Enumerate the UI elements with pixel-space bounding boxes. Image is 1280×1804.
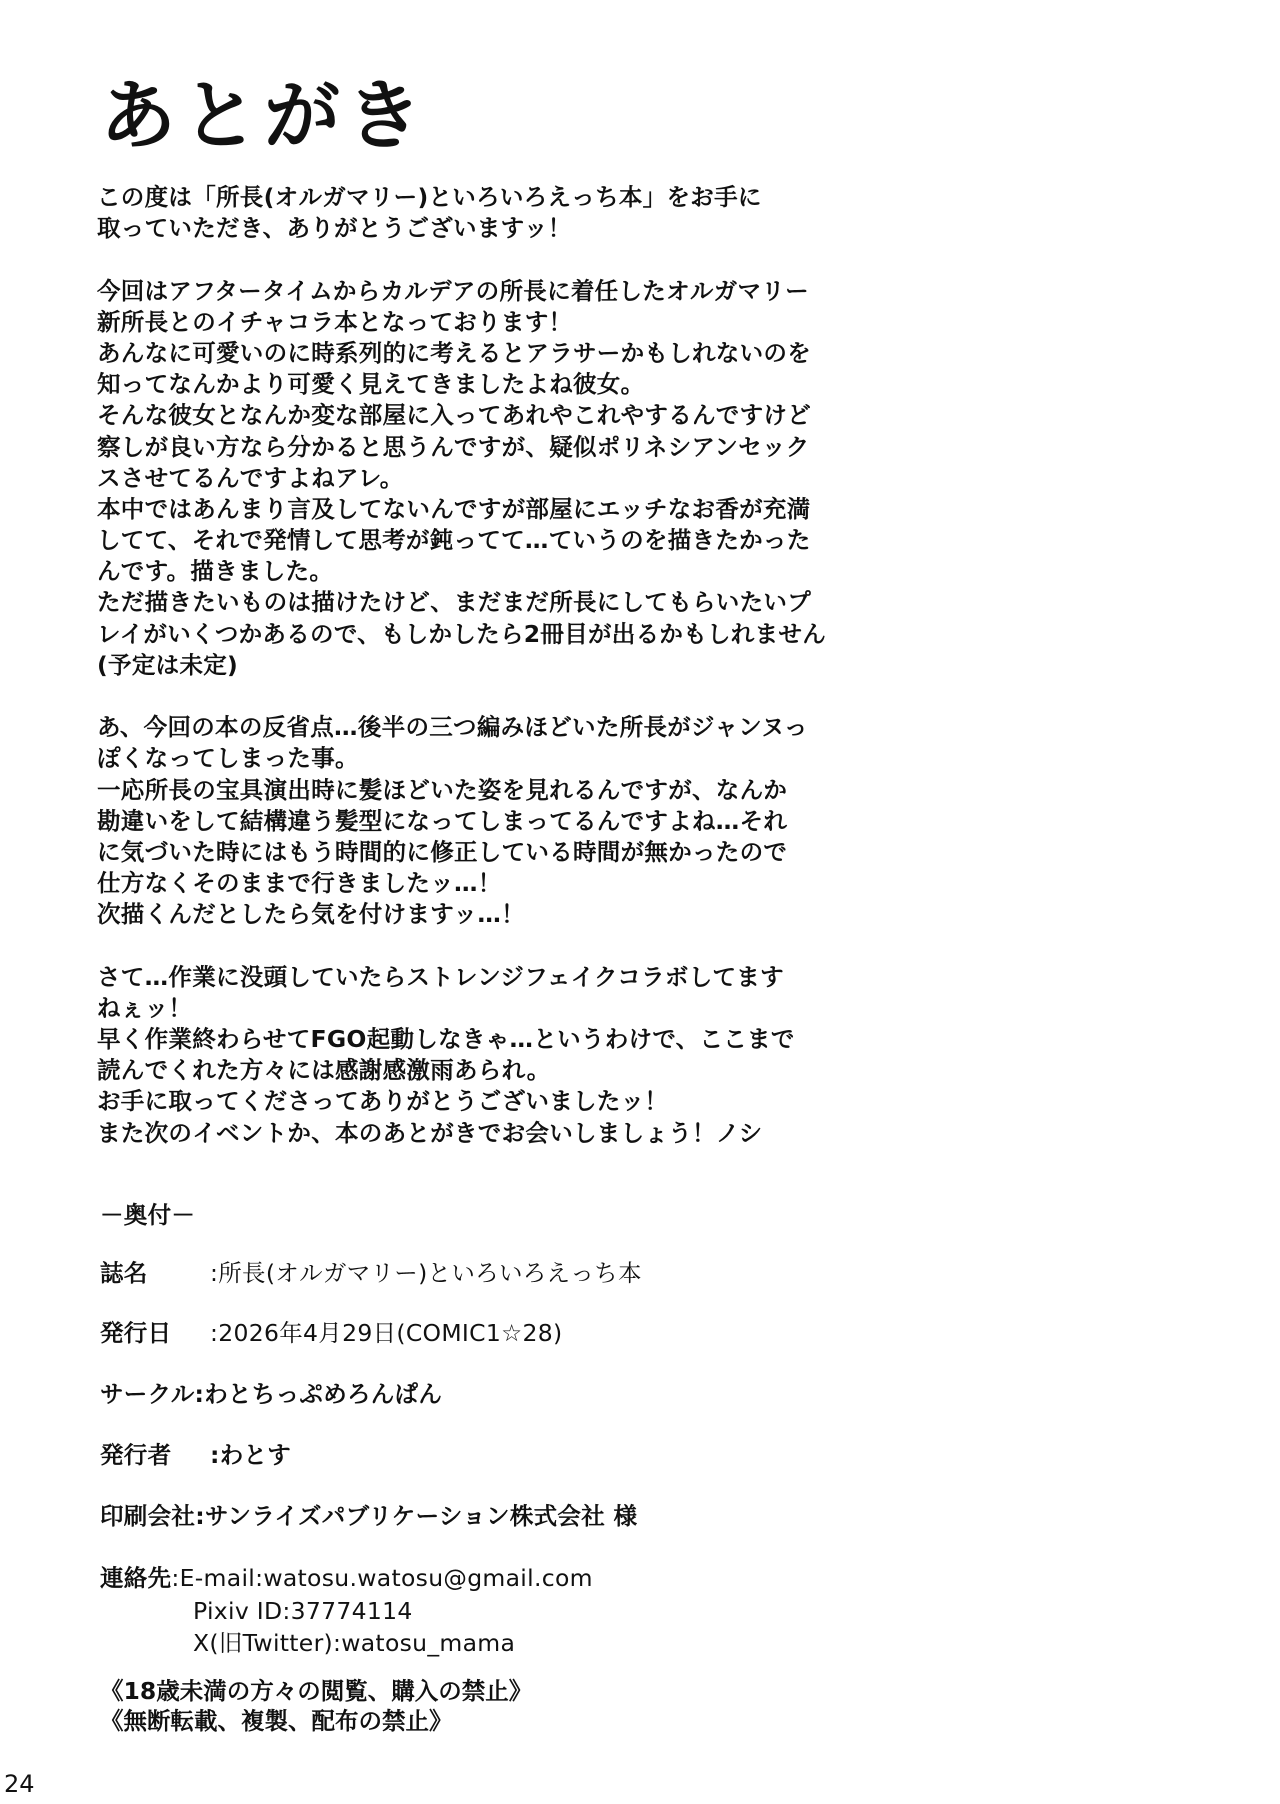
colophon-row-publisher (100, 1439, 291, 1471)
body-line: ねぇッ！ (97, 993, 193, 1022)
colophon-printer-value: :サンライズパブリケーション株式会社 様 (195, 1502, 638, 1530)
body-line: あ、今回の本の反省点…後半の三つ編みほどいた所長がジャンヌっ (97, 713, 808, 742)
colophon-printer-key: 印刷会社 (100, 1502, 196, 1530)
body-line: レイがいくつかあるので、もしかしたら2冊目が出るかもしれません (97, 619, 827, 648)
body-line: んです。描きました。 (97, 557, 334, 586)
colophon-row-printer (100, 1500, 637, 1532)
body-line: 本中ではあんまり言及してないんですが部屋にエッチなお香が充満 (97, 494, 811, 523)
body-line: スさせてるんですよねアレ。 (97, 463, 404, 492)
body-line: 今回はアフタータイムからカルデアの所長に着任したオルガマリー (97, 276, 809, 305)
page-title: あとがき (100, 71, 428, 160)
paragraph-gap (97, 931, 1177, 962)
body-line: に気づいた時にはもう時間的に修正している時間が無かったので (97, 837, 788, 866)
body-line: お手に取ってくださってありがとうございましたッ！ (97, 1087, 669, 1116)
body-line: 取っていただき、ありがとうございますッ！ (97, 214, 572, 243)
body-line: この度は「所長(オルガマリー)といろいろえっち本」をお手に (97, 183, 762, 211)
colophon-contact-x: X(旧Twitter):watosu_mama (193, 1629, 516, 1657)
body-line: そんな彼女となんか変な部屋に入ってあれやこれやするんですけど (97, 401, 811, 430)
colophon-row-circle (100, 1378, 442, 1410)
colophon-row-title (100, 1257, 642, 1289)
body-line: ぽくなってしまった事。 (97, 744, 359, 773)
colophon-contact-key: 連絡先 (100, 1564, 172, 1592)
colophon-row-contact (100, 1562, 593, 1594)
body-line: 一応所長の宝具演出時に髪ほどいた姿を見れるんですが、なんか (97, 775, 788, 804)
body-line: (予定は未定) (97, 650, 239, 679)
colophon-date-key: 発行日 (100, 1319, 172, 1347)
body-line: あんなに可愛いのに時系列的に考えるとアラサーかもしれないのを (97, 338, 811, 367)
colophon-contact-pixiv: Pixiv ID:37774114 (193, 1597, 413, 1625)
colophon-title-key: 誌名 (100, 1259, 148, 1287)
colophon-heading: －奥付－ (100, 1201, 196, 1229)
body-line: また次のイベントか、本のあとがきでお会いしましょう！ノシ (97, 1118, 763, 1147)
page-number: 24 (4, 1770, 35, 1798)
colophon-circle-value: :わとちっぷめろんぱん (194, 1380, 443, 1408)
colophon-circle-key: サークル (100, 1380, 195, 1408)
colophon-row-date (100, 1317, 562, 1349)
body-line: 新所長とのイチャコラ本となっております！ (97, 307, 573, 336)
colophon-publisher-value: :わとす (210, 1441, 292, 1469)
notice-no-reproduction: 《無断転載、複製、配布の禁止》 (100, 1707, 453, 1735)
body-line: 仕方なくそのままで行きましたッ…！ (97, 869, 502, 898)
body-line: 読んでくれた方々には感謝感激雨あられ。 (97, 1056, 551, 1085)
body-line: 早く作業終わらせてFGO起動しなきゃ…というわけで、ここまで (97, 1025, 795, 1054)
colophon-date-value: :2026年4月29日(COMIC1☆28) (210, 1319, 563, 1347)
body-line: 知ってなんかより可愛く見えてきましたよね彼女。 (97, 370, 645, 399)
body-line: してて、それで発情して思考が鈍ってて…ていうのを描きたかった (97, 526, 811, 555)
afterword-body (97, 182, 1177, 1149)
colophon-publisher-key: 発行者 (100, 1441, 172, 1469)
paragraph-gap (97, 681, 1177, 712)
paragraph-gap (97, 244, 1177, 275)
body-line: 次描くんだとしたら気を付けますッ…！ (97, 900, 525, 929)
notices (100, 1676, 532, 1736)
body-line: 察しが良い方なら分かると思うんですが、疑似ポリネシアンセック (97, 432, 810, 461)
notice-age-restriction: 《18歳未満の方々の閲覧、購入の禁止》 (100, 1677, 533, 1705)
colophon-title-value: :所長(オルガマリー)といろいろえっち本 (210, 1259, 642, 1287)
body-line: ただ描きたいものは描けたけど、まだまだ所長にしてもらいたいプ (97, 588, 811, 617)
body-line: 勘違いをして結構違う髪型になってしまってるんですよね…それ (97, 806, 788, 835)
body-line: さて…作業に没頭していたらストレンジフェイクコラボしてます (97, 962, 784, 991)
colophon-contact-email: :E-mail:watosu.watosu@gmail.com (171, 1564, 593, 1592)
